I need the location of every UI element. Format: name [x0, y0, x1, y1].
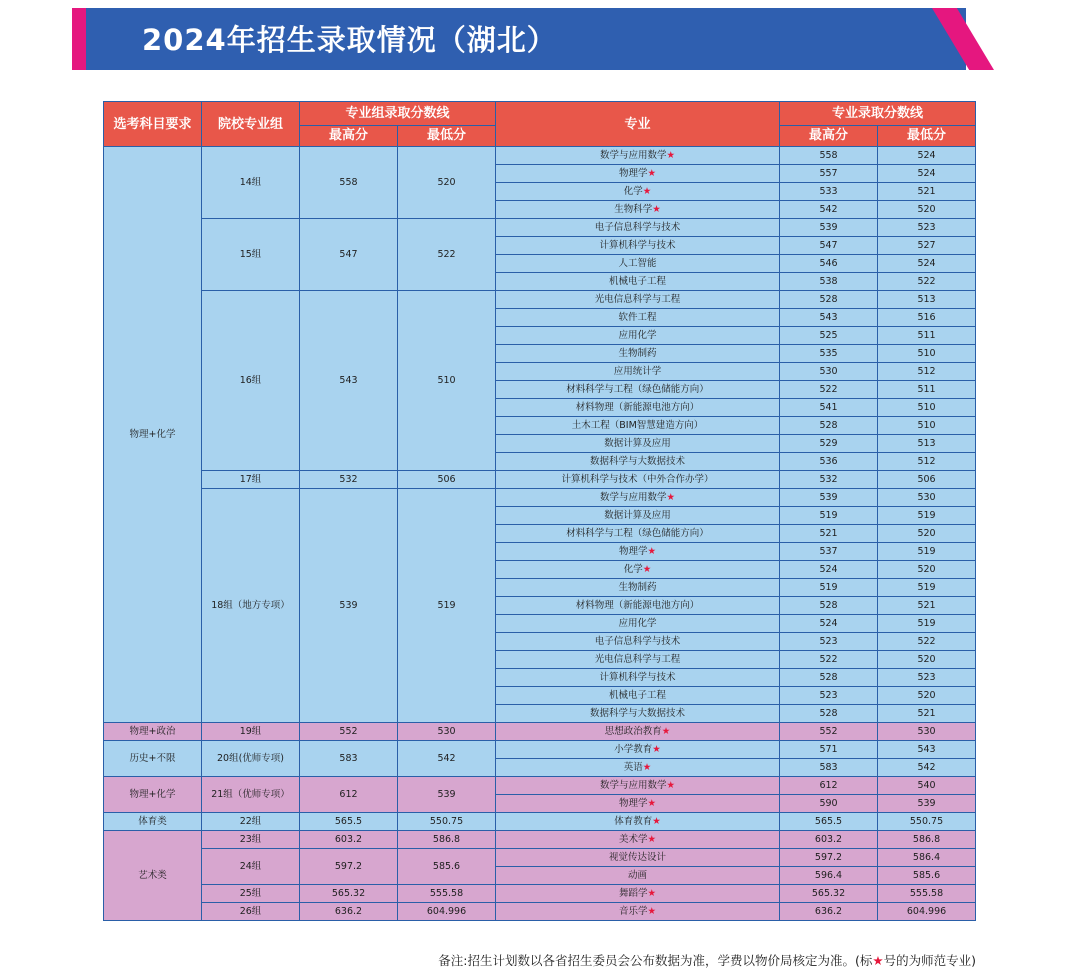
- major-name: 数学与应用数学: [599, 492, 667, 503]
- major-min-cell: 604.996: [878, 903, 976, 921]
- teacher-major-star-icon: ★: [661, 726, 671, 737]
- major-name: 数据计算及应用: [604, 510, 671, 521]
- major-name: 数学与应用数学: [599, 150, 667, 161]
- group-max-cell: 532: [300, 471, 398, 489]
- major-max-cell: 547: [780, 237, 878, 255]
- group-min-cell: 520: [398, 147, 496, 219]
- major-name: 数学与应用数学: [599, 780, 667, 791]
- major-name: 材料物理（新能源电池方向）: [575, 600, 700, 611]
- major-min-cell: 522: [878, 273, 976, 291]
- group-cell: 20组(优师专项): [202, 741, 300, 777]
- major-max-cell: 536: [780, 453, 878, 471]
- group-min-cell: 506: [398, 471, 496, 489]
- major-min-cell: 510: [878, 345, 976, 363]
- major-max-cell: 546: [780, 255, 878, 273]
- subject-cell: 艺术类: [104, 831, 202, 921]
- footnote: [438, 951, 976, 969]
- major-max-cell: 522: [780, 381, 878, 399]
- major-cell: [496, 327, 780, 345]
- major-cell: [496, 453, 780, 471]
- major-name: 生物制药: [618, 582, 657, 593]
- major-max-cell: 538: [780, 273, 878, 291]
- table-row: [104, 777, 976, 795]
- major-max-cell: 571: [780, 741, 878, 759]
- major-min-cell: 530: [878, 489, 976, 507]
- teacher-major-star-icon: ★: [647, 888, 657, 899]
- major-min-cell: 519: [878, 579, 976, 597]
- footnote-suffix: 号的为师范专业): [883, 953, 976, 968]
- subject-cell: 体育类: [104, 813, 202, 831]
- group-max-cell: 636.2: [300, 903, 398, 921]
- major-max-cell: 523: [780, 687, 878, 705]
- major-min-cell: 527: [878, 237, 976, 255]
- group-max-cell: 603.2: [300, 831, 398, 849]
- major-max-cell: 596.4: [780, 867, 878, 885]
- teacher-major-star-icon: ★: [642, 762, 652, 773]
- group-cell: 17组: [202, 471, 300, 489]
- major-max-cell: 542: [780, 201, 878, 219]
- major-min-cell: 520: [878, 651, 976, 669]
- major-min-cell: 519: [878, 507, 976, 525]
- major-max-cell: 636.2: [780, 903, 878, 921]
- major-max-cell: 519: [780, 579, 878, 597]
- major-name: 舞蹈学: [618, 888, 648, 899]
- major-max-cell: 523: [780, 633, 878, 651]
- footnote-prefix: 备注:招生计划数以各省招生委员会公布数据为准，学费以物价局核定为准。(标: [438, 953, 873, 968]
- major-name: 物理学: [618, 168, 648, 179]
- group-max-cell: 558: [300, 147, 398, 219]
- major-max-cell: 522: [780, 651, 878, 669]
- major-cell: [496, 291, 780, 309]
- major-min-cell: 524: [878, 165, 976, 183]
- major-max-cell: 529: [780, 435, 878, 453]
- major-cell: [496, 471, 780, 489]
- table-body: [104, 147, 976, 921]
- major-min-cell: 521: [878, 597, 976, 615]
- major-cell: [496, 183, 780, 201]
- major-min-cell: 513: [878, 291, 976, 309]
- major-max-cell: 524: [780, 561, 878, 579]
- major-cell: [496, 345, 780, 363]
- major-name: 生物科学: [614, 204, 653, 215]
- major-min-cell: 585.6: [878, 867, 976, 885]
- major-name: 思想政治教育: [604, 726, 662, 737]
- group-min-cell: 586.8: [398, 831, 496, 849]
- major-cell: [496, 705, 780, 723]
- group-cell: 26组: [202, 903, 300, 921]
- major-min-cell: 513: [878, 435, 976, 453]
- major-min-cell: 516: [878, 309, 976, 327]
- major-cell: [496, 219, 780, 237]
- major-cell: [496, 489, 780, 507]
- major-name: 应用化学: [618, 330, 657, 341]
- group-min-cell: 522: [398, 219, 496, 291]
- major-max-cell: 583: [780, 759, 878, 777]
- teacher-major-star-icon: ★: [642, 186, 652, 197]
- major-name: 光电信息科学与工程: [594, 294, 681, 305]
- teacher-major-star-icon: ★: [647, 546, 657, 557]
- major-max-cell: 558: [780, 147, 878, 165]
- major-cell: [496, 561, 780, 579]
- group-max-cell: 597.2: [300, 849, 398, 885]
- subject-cell: 物理+政治: [104, 723, 202, 741]
- teacher-major-star-icon: ★: [666, 150, 676, 161]
- major-name: 材料科学与工程（绿色储能方向）: [566, 384, 709, 395]
- header-major-line: 专业录取分数线: [780, 102, 976, 126]
- group-min-cell: 510: [398, 291, 496, 471]
- header-group-line: 专业组录取分数线: [300, 102, 496, 126]
- major-cell: [496, 741, 780, 759]
- major-name: 电子信息科学与技术: [594, 636, 681, 647]
- major-name: 材料科学与工程（绿色储能方向）: [566, 528, 709, 539]
- table-row: [104, 831, 976, 849]
- major-cell: [496, 507, 780, 525]
- subject-cell: 物理+化学: [104, 147, 202, 723]
- table-row: [104, 489, 976, 507]
- table-row: [104, 741, 976, 759]
- major-min-cell: 511: [878, 381, 976, 399]
- major-min-cell: 520: [878, 525, 976, 543]
- major-name: 机械电子工程: [609, 690, 667, 701]
- major-name: 小学教育: [614, 744, 653, 755]
- group-min-cell: 519: [398, 489, 496, 723]
- major-cell: [496, 255, 780, 273]
- major-cell: [496, 777, 780, 795]
- major-max-cell: 541: [780, 399, 878, 417]
- header-major: 专业: [496, 102, 780, 147]
- major-name: 电子信息科学与技术: [594, 222, 681, 233]
- major-min-cell: 521: [878, 183, 976, 201]
- major-min-cell: 520: [878, 687, 976, 705]
- major-name: 应用统计学: [613, 366, 662, 377]
- footnote-star: ★: [872, 953, 884, 968]
- major-min-cell: 550.75: [878, 813, 976, 831]
- group-max-cell: 543: [300, 291, 398, 471]
- teacher-major-star-icon: ★: [666, 780, 676, 791]
- major-max-cell: 537: [780, 543, 878, 561]
- major-name: 计算机科学与技术: [599, 240, 676, 251]
- major-cell: [496, 759, 780, 777]
- major-min-cell: 512: [878, 363, 976, 381]
- major-name: 机械电子工程: [609, 276, 667, 287]
- major-max-cell: 528: [780, 597, 878, 615]
- major-max-cell: 519: [780, 507, 878, 525]
- table-row: [104, 291, 976, 309]
- major-min-cell: 510: [878, 417, 976, 435]
- table-row: [104, 723, 976, 741]
- major-cell: [496, 795, 780, 813]
- major-cell: [496, 615, 780, 633]
- major-max-cell: 528: [780, 705, 878, 723]
- major-max-cell: 590: [780, 795, 878, 813]
- major-name: 应用化学: [618, 618, 657, 629]
- group-cell: 14组: [202, 147, 300, 219]
- major-min-cell: 506: [878, 471, 976, 489]
- major-max-cell: 539: [780, 489, 878, 507]
- major-max-cell: 524: [780, 615, 878, 633]
- teacher-major-star-icon: ★: [647, 798, 657, 809]
- major-min-cell: 524: [878, 255, 976, 273]
- major-name: 体育教育: [614, 816, 653, 827]
- header-group-min: 最低分: [398, 126, 496, 147]
- major-cell: [496, 417, 780, 435]
- major-cell: [496, 669, 780, 687]
- table-row: [104, 147, 976, 165]
- major-name: 物理学: [618, 798, 648, 809]
- major-max-cell: 597.2: [780, 849, 878, 867]
- major-max-cell: 521: [780, 525, 878, 543]
- major-cell: [496, 237, 780, 255]
- major-cell: [496, 903, 780, 921]
- major-cell: [496, 723, 780, 741]
- major-max-cell: 543: [780, 309, 878, 327]
- group-cell: 18组（地方专项）: [202, 489, 300, 723]
- header-major-max: 最高分: [780, 126, 878, 147]
- group-min-cell: 585.6: [398, 849, 496, 885]
- major-name: 视觉传达设计: [609, 852, 667, 863]
- major-max-cell: 525: [780, 327, 878, 345]
- group-cell: 23组: [202, 831, 300, 849]
- banner-pink-strip-left: [72, 8, 86, 70]
- major-min-cell: 520: [878, 201, 976, 219]
- header-group-max: 最高分: [300, 126, 398, 147]
- major-max-cell: 535: [780, 345, 878, 363]
- major-cell: [496, 309, 780, 327]
- group-cell: 22组: [202, 813, 300, 831]
- major-cell: [496, 543, 780, 561]
- major-max-cell: 552: [780, 723, 878, 741]
- major-max-cell: 557: [780, 165, 878, 183]
- major-name: 动画: [628, 870, 648, 881]
- major-cell: [496, 849, 780, 867]
- major-cell: [496, 399, 780, 417]
- table-row: [104, 849, 976, 867]
- subject-cell: 物理+化学: [104, 777, 202, 813]
- major-min-cell: 540: [878, 777, 976, 795]
- major-cell: [496, 687, 780, 705]
- major-name: 软件工程: [618, 312, 657, 323]
- major-min-cell: 586.4: [878, 849, 976, 867]
- major-min-cell: 520: [878, 561, 976, 579]
- group-min-cell: 530: [398, 723, 496, 741]
- group-max-cell: 552: [300, 723, 398, 741]
- teacher-major-star-icon: ★: [647, 906, 657, 917]
- major-cell: [496, 633, 780, 651]
- major-name: 材料物理（新能源电池方向）: [575, 402, 700, 413]
- major-name: 数据科学与大数据技术: [590, 456, 686, 467]
- major-min-cell: 510: [878, 399, 976, 417]
- major-min-cell: 542: [878, 759, 976, 777]
- major-name: 美术学: [618, 834, 648, 845]
- group-min-cell: 550.75: [398, 813, 496, 831]
- group-cell: 21组（优师专项）: [202, 777, 300, 813]
- major-name: 化学: [623, 186, 643, 197]
- group-min-cell: 604.996: [398, 903, 496, 921]
- major-cell: [496, 597, 780, 615]
- major-name: 音乐学: [618, 906, 648, 917]
- major-name: 计算机科学与技术（中外合作办学）: [561, 474, 714, 485]
- page-title: 2024年招生录取情况（湖北）: [142, 23, 557, 57]
- table-row: [104, 219, 976, 237]
- major-min-cell: 519: [878, 543, 976, 561]
- teacher-major-star-icon: ★: [652, 744, 661, 755]
- teacher-major-star-icon: ★: [666, 492, 676, 503]
- major-name: 土木工程（BIM智慧建造方向）: [571, 420, 704, 431]
- major-min-cell: 523: [878, 219, 976, 237]
- major-cell: [496, 435, 780, 453]
- table-row: [104, 813, 976, 831]
- group-cell: 16组: [202, 291, 300, 471]
- major-min-cell: 523: [878, 669, 976, 687]
- major-min-cell: 522: [878, 633, 976, 651]
- major-cell: [496, 147, 780, 165]
- teacher-major-star-icon: ★: [642, 564, 652, 575]
- group-max-cell: 583: [300, 741, 398, 777]
- major-min-cell: 524: [878, 147, 976, 165]
- major-name: 计算机科学与技术: [599, 672, 676, 683]
- group-min-cell: 539: [398, 777, 496, 813]
- group-cell: 24组: [202, 849, 300, 885]
- table-row: [104, 903, 976, 921]
- major-cell: [496, 363, 780, 381]
- major-max-cell: 565.32: [780, 885, 878, 903]
- major-min-cell: 543: [878, 741, 976, 759]
- major-min-cell: 530: [878, 723, 976, 741]
- major-name: 化学: [623, 564, 643, 575]
- major-cell: [496, 165, 780, 183]
- major-min-cell: 539: [878, 795, 976, 813]
- group-max-cell: 539: [300, 489, 398, 723]
- major-name: 物理学: [618, 546, 648, 557]
- major-cell: [496, 525, 780, 543]
- major-name: 光电信息科学与工程: [594, 654, 681, 665]
- group-min-cell: 555.58: [398, 885, 496, 903]
- major-min-cell: 586.8: [878, 831, 976, 849]
- major-min-cell: 511: [878, 327, 976, 345]
- group-max-cell: 612: [300, 777, 398, 813]
- group-cell: 15组: [202, 219, 300, 291]
- group-cell: 25组: [202, 885, 300, 903]
- subject-cell: 历史+不限: [104, 741, 202, 777]
- major-cell: [496, 201, 780, 219]
- major-cell: [496, 831, 780, 849]
- major-cell: [496, 273, 780, 291]
- major-max-cell: 528: [780, 291, 878, 309]
- table-row: [104, 885, 976, 903]
- group-cell: 19组: [202, 723, 300, 741]
- teacher-major-star-icon: ★: [647, 168, 657, 179]
- major-cell: [496, 885, 780, 903]
- major-name: 生物制药: [618, 348, 657, 359]
- major-min-cell: 519: [878, 615, 976, 633]
- major-name: 数据科学与大数据技术: [590, 708, 686, 719]
- major-name: 英语: [623, 762, 643, 773]
- major-max-cell: 539: [780, 219, 878, 237]
- admission-table: [103, 101, 976, 921]
- major-cell: [496, 381, 780, 399]
- teacher-major-star-icon: ★: [652, 816, 661, 827]
- major-cell: [496, 867, 780, 885]
- major-max-cell: 565.5: [780, 813, 878, 831]
- major-min-cell: 521: [878, 705, 976, 723]
- group-max-cell: 547: [300, 219, 398, 291]
- teacher-major-star-icon: ★: [647, 834, 657, 845]
- header-subject-req: 选考科目要求: [104, 102, 202, 147]
- header-row-1: [104, 102, 976, 126]
- group-min-cell: 542: [398, 741, 496, 777]
- major-name: 人工智能: [618, 258, 657, 269]
- table-row: [104, 471, 976, 489]
- major-cell: [496, 813, 780, 831]
- group-max-cell: 565.32: [300, 885, 398, 903]
- major-max-cell: 528: [780, 417, 878, 435]
- teacher-major-star-icon: ★: [652, 204, 661, 215]
- group-max-cell: 565.5: [300, 813, 398, 831]
- major-cell: [496, 579, 780, 597]
- major-name: 数据计算及应用: [604, 438, 671, 449]
- major-max-cell: 612: [780, 777, 878, 795]
- title-banner: [72, 8, 994, 70]
- major-min-cell: 555.58: [878, 885, 976, 903]
- major-max-cell: 603.2: [780, 831, 878, 849]
- major-min-cell: 512: [878, 453, 976, 471]
- major-max-cell: 530: [780, 363, 878, 381]
- header-group: 院校专业组: [202, 102, 300, 147]
- header-major-min: 最低分: [878, 126, 976, 147]
- major-cell: [496, 651, 780, 669]
- major-max-cell: 532: [780, 471, 878, 489]
- major-max-cell: 533: [780, 183, 878, 201]
- major-max-cell: 528: [780, 669, 878, 687]
